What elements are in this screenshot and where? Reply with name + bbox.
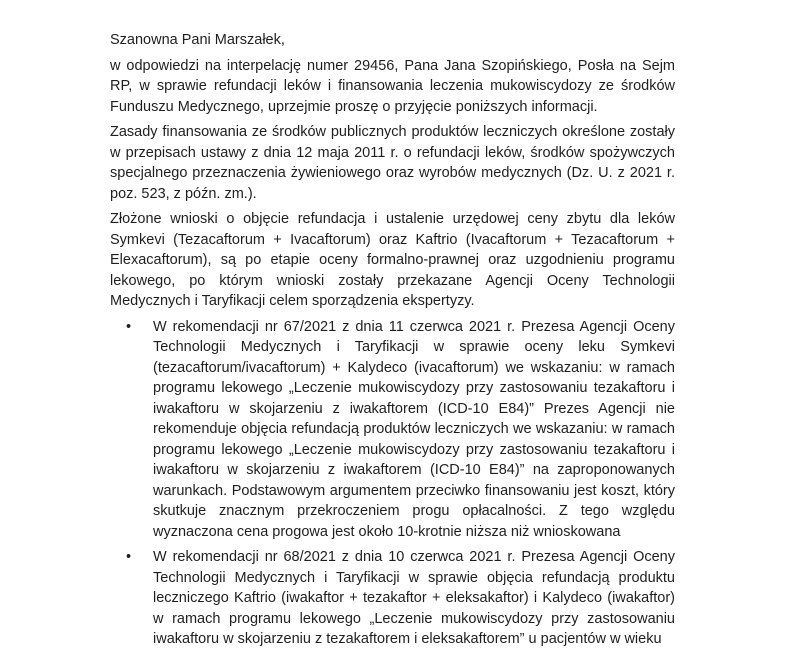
- recommendation-list: [110, 317, 675, 650]
- bullet-line: (tezacaftorum/ivacaftorum) + Kalydeco (ivacaftorum) we wskazaniu: w ramach: [153, 359, 675, 376]
- paragraph-line: Symkevi (Tezacaftorum + Ivacaftorum) oraz Kaftrio (Ivacaftorum + Tezacaftorum +: [110, 231, 675, 248]
- bullet-line: rekomenduje objęcia refundacją produktów leczniczych we wskazaniu: w ramach: [153, 421, 675, 437]
- list-item-recommendation-67-2021: [110, 317, 675, 543]
- bullet-line: programu lekowego „Leczenie mukowiscydozy przy zastosowaniu tezakaftoru i: [153, 380, 675, 396]
- bullet-line: W rekomendacji nr 68/2021 z dnia 10 czerwca 2021 r. Prezesa Agencji Oceny: [153, 549, 675, 565]
- paragraph-line: Elexacaftorum), są po etapie oceny formalno-prawnej oraz uzgodnieniu programu: [110, 252, 675, 268]
- bullet-line: skutkuje znacznym przekroczeniem progu opłacalności. Z tego względu: [153, 503, 675, 519]
- bullet-line: Technologii Medycznych i Taryfikacji w sprawie objęcia refundacją produktu: [153, 569, 675, 586]
- paragraph-line: Funduszu Medycznego, uprzejmie proszę o przyjęcie poniższych informacji.: [110, 98, 598, 115]
- bullet-line: programu lekowego „Leczenie mukowiscydozy przy zastosowaniu tezakaftoru i: [153, 441, 675, 458]
- bullet-line: leczniczego Kaftrio (iwakaftor + tezakaftor + eleksakaftor) i Kalydeco (iwakaftor): [153, 590, 675, 606]
- bullet-line: Technologii Medycznych i Taryfikacji w sprawie oceny leku Symkevi: [153, 339, 675, 355]
- paragraph-line: lekowego, po którym wnioski zostały przekazane Agencji Oceny Technologii: [110, 272, 675, 289]
- bullet-line: wyznaczona cena progowa jest około 10-krotnie niższa niż wnioskowana: [153, 523, 621, 540]
- bullet-line: iwakaftoru w skojarzeniu z iwakaftorem (ICD-10 E84)” Prezes Agencji nie: [153, 400, 675, 417]
- bullet-line: warunkach. Podstawowym argumentem przeciwko finansowaniu jest koszt, który: [153, 482, 675, 499]
- paragraph-line: w odpowiedzi na interpelację numer 29456, Pana Jana Szopińskiego, Posła na Sejm: [110, 57, 675, 74]
- paragraph-line: Zasady finansowania ze środków publicznych produktów leczniczych określone zostały: [110, 124, 675, 140]
- list-item-recommendation-68-2021: [110, 547, 675, 650]
- bullet-icon: •: [126, 318, 132, 335]
- paragraph-line: specjalnego przeznaczenia żywieniowego oraz wyrobów medycznych (Dz. U. z 2021 r.: [110, 165, 675, 181]
- paragraph-line: Medycznych i Taryfikacji celem sporządzenia ekspertyzy.: [110, 293, 475, 309]
- paragraph-line: w przepisach ustawy z dnia 12 maja 2011 r. o refundacji leków, środków spożywczych: [110, 144, 675, 161]
- paragraph-applications: [110, 209, 675, 312]
- paragraph-line: poz. 523, z późn. zm.).: [110, 185, 257, 202]
- bullet-icon: •: [126, 549, 132, 565]
- salutation: [110, 30, 675, 51]
- paragraph-legal-basis: [110, 122, 675, 204]
- salutation-text: Szanowna Pani Marszałek,: [110, 32, 285, 48]
- paragraph-line: RP, w sprawie refundacji leków i finansowania leczenia mukowiscydozy ze środków: [110, 78, 675, 94]
- bullet-line: W rekomendacji nr 67/2021 z dnia 11 czerwca 2021 r. Prezesa Agencji Oceny: [153, 318, 675, 335]
- bullet-line: w ramach programu lekowego „Leczenie mukowiscydozy przy zastosowaniu: [153, 610, 675, 627]
- bullet-line: iwakaftoru w skojarzeniu z tezakaftorem i eleksakaftorem” u pacjentów w wieku: [153, 631, 662, 647]
- paragraph-intro: [110, 56, 675, 118]
- paragraph-line: Złożone wnioski o objęcie refundacja i ustalenie urzędowej ceny zbytu dla leków: [110, 211, 675, 227]
- bullet-line: iwakaftoru w skojarzeniu z iwakaftorem (ICD-10 E84)” na zaproponowanych: [153, 462, 675, 478]
